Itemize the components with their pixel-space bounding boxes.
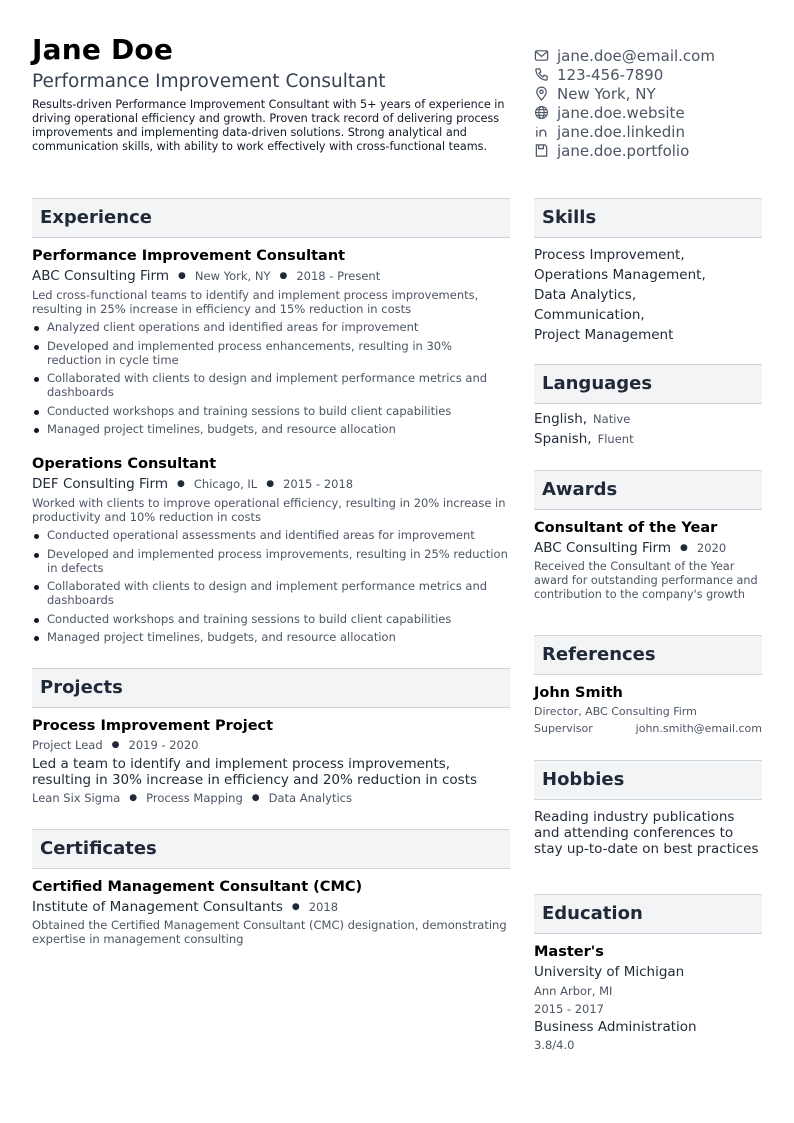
job-location: Chicago, IL (193, 477, 258, 491)
separator-dot: ● (680, 543, 688, 553)
project-meta (32, 738, 510, 752)
project-role: Project Lead (32, 738, 103, 752)
project-dates: 2019 - 2020 (128, 738, 199, 752)
contact-location (534, 84, 774, 103)
hobbies-text: Reading industry publications and attending conferences to stay up-to-date on best practices (534, 809, 759, 857)
language-level: Fluent (597, 432, 634, 446)
certificate-issuer: Institute of Management Consultants (32, 899, 283, 915)
list-item: Managed project timelines, budgets, and resource allocation (32, 422, 510, 436)
list-item: Collaborated with clients to design and implement performance metrics and dashboards (32, 579, 510, 607)
skill-item: Data Analytics, (534, 287, 637, 303)
project-title: Process Improvement Project (32, 718, 274, 734)
award-year: 2020 (696, 541, 727, 555)
education-heading: Education (534, 894, 762, 934)
certificate-description: Obtained the Certified Management Consultant (CMC) designation, demonstrating expertise in management consulting (32, 918, 507, 946)
education-location: Ann Arbor, MI (534, 984, 613, 998)
certificate-meta (32, 899, 510, 915)
reference-contact-row (534, 722, 762, 735)
separator-dot: ● (177, 479, 185, 489)
skill-item: Communication, (534, 307, 645, 323)
job-description: Led cross-functional teams to identify and implement process improvements, resulting in 25% increase in efficiency and 15% reduction in costs (32, 288, 479, 316)
list-item: Collaborated with clients to design and implement performance metrics and dashboards (32, 371, 510, 399)
list-item: Analyzed client operations and identified areas for improvement (32, 320, 510, 334)
project-tag: Data Analytics (268, 791, 352, 805)
job-dates: 2015 - 2018 (283, 477, 354, 491)
experience-item (32, 248, 510, 441)
contact-email-text: jane.doe@email.com (557, 46, 715, 65)
contact-website[interactable] (534, 103, 774, 122)
contact-list (534, 46, 774, 160)
certificate-item (32, 879, 510, 946)
certificate-year: 2018 (308, 900, 339, 914)
contact-website-text: jane.doe.website (557, 103, 685, 122)
contact-portfolio-text: jane.doe.portfolio (557, 141, 690, 160)
globe-icon (534, 105, 549, 120)
separator-dot: ● (251, 793, 260, 803)
location-icon (534, 86, 549, 101)
language-item (534, 431, 762, 451)
references-heading: References (534, 635, 762, 675)
contact-portfolio[interactable] (534, 141, 774, 160)
reference-position: Director, ABC Consulting Firm (534, 705, 697, 718)
list-item: Developed and implemented process improvements, resulting in 25% reduction in defects (32, 547, 510, 575)
contact-location-text: New York, NY (557, 84, 656, 103)
separator-dot: ● (291, 902, 300, 912)
list-item: Developed and implemented process enhancements, resulting in 30% reduction in cycle time (32, 339, 510, 367)
contact-linkedin-text: jane.doe.linkedin (557, 122, 685, 141)
project-tags (32, 791, 510, 805)
project-item (32, 718, 510, 805)
list-item: Conducted workshops and training sessions to build client capabilities (32, 612, 510, 626)
phone-icon (534, 67, 549, 82)
list-item: Conducted operational assessments and identified areas for improvement (32, 528, 510, 542)
contact-phone-text: 123-456-7890 (557, 65, 664, 84)
job-bullets (32, 320, 510, 436)
education-field: Business Administration (534, 1019, 697, 1035)
award-item (534, 520, 762, 602)
job-bullets (32, 528, 510, 644)
award-title: Consultant of the Year (534, 520, 718, 536)
languages-heading: Languages (534, 364, 762, 404)
experience-heading: Experience (32, 198, 510, 238)
skill-item: Project Management (534, 327, 674, 343)
projects-heading: Projects (32, 668, 510, 708)
contact-phone[interactable] (534, 65, 774, 84)
award-description: Received the Consultant of the Year award for outstanding performance and contribution to the company's growth (534, 560, 758, 601)
education-degree: Master's (534, 944, 604, 960)
award-organization: ABC Consulting Firm (534, 540, 672, 556)
job-location: New York, NY (194, 269, 271, 283)
reference-name: John Smith (534, 685, 623, 701)
experience-item (32, 456, 510, 649)
portfolio-icon (534, 143, 549, 158)
job-title: Operations Consultant (32, 456, 217, 472)
list-item: Managed project timelines, budgets, and resource allocation (32, 630, 510, 644)
job-dates: 2018 - Present (296, 269, 381, 283)
education-dates: 2015 - 2017 (534, 1002, 604, 1016)
award-meta (534, 540, 762, 556)
job-company: ABC Consulting Firm (32, 268, 170, 284)
skills-heading: Skills (534, 198, 762, 238)
skill-item: Process Improvement, (534, 247, 685, 263)
language-level: Native (593, 412, 631, 426)
language-item (534, 411, 762, 431)
candidate-name: Jane Doe (32, 33, 174, 66)
reference-email[interactable]: john.smith@email.com (635, 722, 762, 735)
language-name: English, (534, 411, 588, 427)
awards-heading: Awards (534, 470, 762, 510)
separator-dot: ● (129, 793, 138, 803)
separator-dot: ● (111, 740, 120, 750)
job-company: DEF Consulting Firm (32, 476, 169, 492)
reference-relationship: Supervisor (534, 722, 593, 735)
summary-text: Results-driven Performance Improvement Consultant with 5+ years of experience in driving operational efficiency and growth. Proven track record of delivering process improvements and implementing data-driven solutions. Strong analytical and communication skills, with ability to work effectively with cross-functional teams. (32, 98, 505, 153)
project-description: Led a team to identify and implement process improvements, resulting in 30% increase in efficiency and 20% reduction in costs (32, 756, 478, 788)
contact-email[interactable] (534, 46, 774, 65)
certificate-title: Certified Management Consultant (CMC) (32, 879, 363, 895)
education-school: University of Michigan (534, 964, 685, 980)
skill-item: Operations Management, (534, 267, 706, 283)
candidate-title: Performance Improvement Consultant (32, 71, 386, 92)
job-meta (32, 268, 510, 284)
project-tag: Process Mapping (146, 791, 243, 805)
language-name: Spanish, (534, 431, 592, 447)
separator-dot: ● (266, 479, 275, 489)
certificates-heading: Certificates (32, 829, 510, 869)
job-title: Performance Improvement Consultant (32, 248, 346, 264)
job-meta (32, 476, 510, 492)
reference-item (534, 685, 762, 735)
separator-dot: ● (178, 271, 186, 281)
education-item (534, 944, 762, 1052)
job-description: Worked with clients to improve operational efficiency, resulting in 20% increase in productivity and 10% reduction in costs (32, 496, 506, 524)
linkedin-icon (534, 124, 549, 139)
hobbies-heading: Hobbies (534, 760, 762, 800)
education-gpa: 3.8/4.0 (534, 1038, 575, 1052)
email-icon (534, 48, 549, 63)
separator-dot: ● (279, 271, 288, 281)
languages-list (534, 411, 762, 451)
list-item: Conducted workshops and training sessions to build client capabilities (32, 404, 510, 418)
project-tag: Lean Six Sigma (32, 791, 121, 805)
skills-list (534, 245, 762, 345)
contact-linkedin[interactable] (534, 122, 774, 141)
